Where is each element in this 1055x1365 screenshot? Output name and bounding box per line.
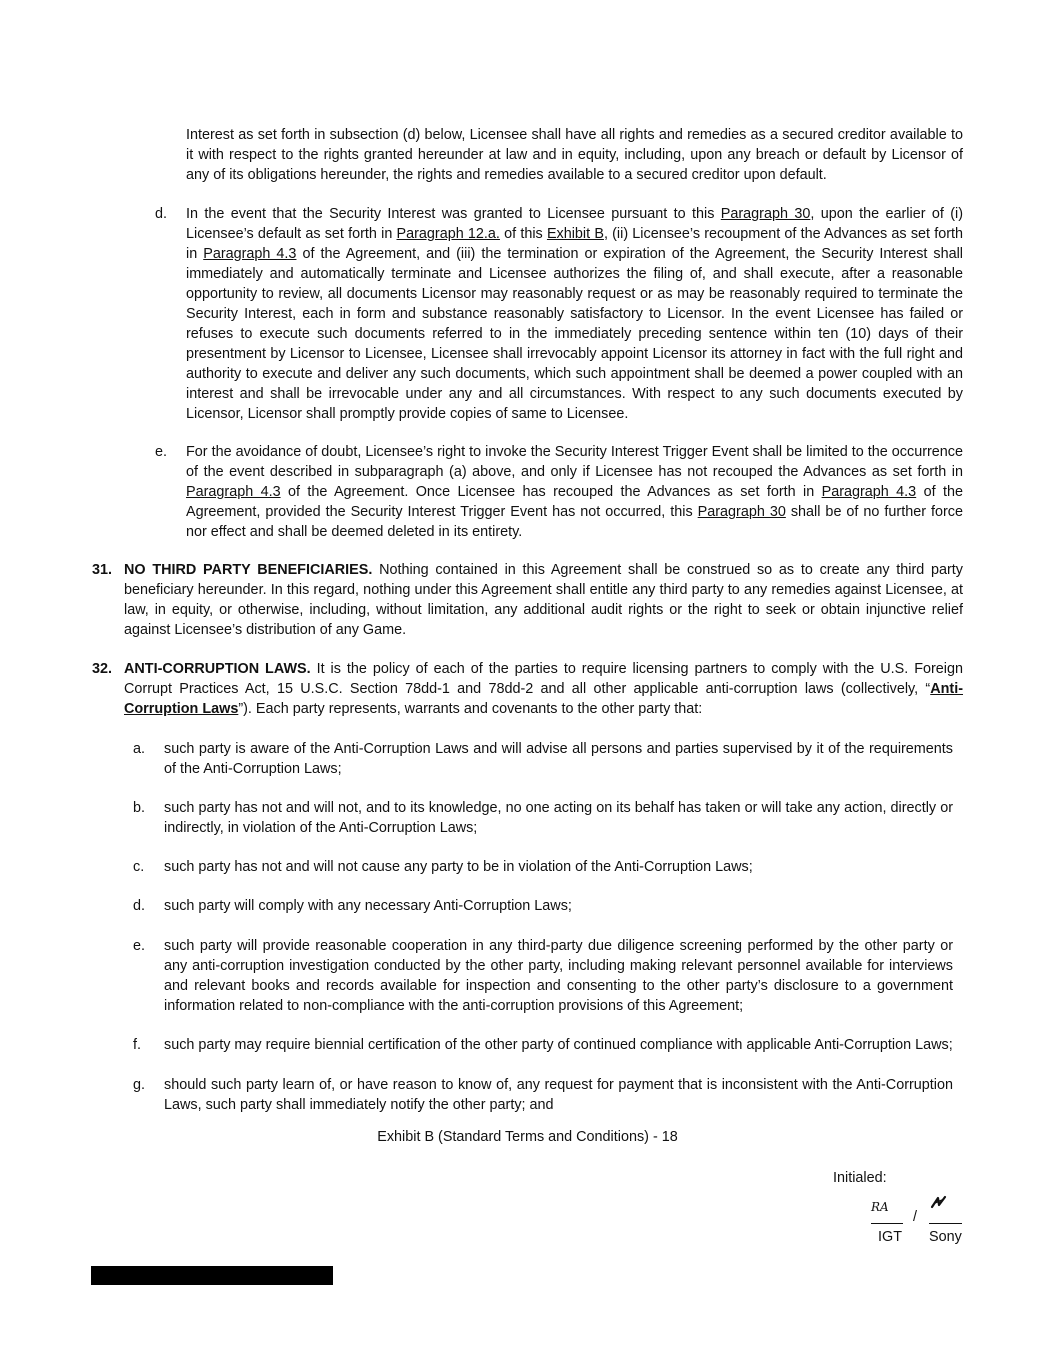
paragraph-4-3-link: Paragraph 4.3 <box>203 246 297 262</box>
item-b-text: such party has not and will not, and to its knowledge, no one acting on its behalf has taken or will take any action, directly or indirectly, in violation of the Anti-Corruption Laws; <box>164 800 953 836</box>
subsection-d-text-4: , (ii) Licensee’s recoupment of the Advances as set forth in <box>186 226 964 262</box>
item-d-text: such party will comply with any necessary Anti-Corruption Laws; <box>164 898 572 914</box>
section-31-heading: NO THIRD PARTY BENEFICIARIES. <box>124 562 373 578</box>
subsection-d <box>186 204 963 424</box>
item-c-marker: c. <box>133 859 145 875</box>
list-item <box>164 1035 953 1055</box>
subsection-e <box>186 442 963 542</box>
subsection-c-text: Interest as set forth in subsection (d) below, Licensee shall have all rights and remedies as a secured creditor available to it with respect to the rights granted hereunder at law and in equity, including, upon any breach or default by Licensor of any of its obligations hereunder, the rights and remedies available to a secured creditor upon default. <box>186 127 963 183</box>
item-c-text: such party has not and will not cause any party to be in violation of the Anti-Corruption Laws; <box>164 859 753 875</box>
subsection-e-text-4: shall be of no further force nor effect and shall be deemed deleted in its entirety. <box>186 504 963 540</box>
paragraph-4-3-link: Paragraph 4.3 <box>186 484 281 500</box>
subsection-e-marker: e. <box>155 444 168 460</box>
paragraph-30-link: Paragraph 30 <box>697 504 786 520</box>
section-32-heading: ANTI-CORRUPTION LAWS. <box>124 661 311 677</box>
item-f-marker: f. <box>133 1037 141 1053</box>
subsection-d-text <box>186 204 963 424</box>
subsection-d-text-5: of the Agreement, and (iii) the termination or expiration of the Agreement, the Security Interest shall immediately and automatically terminate and Licensee authorizes the filing of, and shall execute, after a reasonable opportunity to review, all documents Licensor may reasonably request or as may be reasonably required to terminate the Security Interest, each in form and substance reasonably satisfactory to Licensor. In the event Licensee has failed or refuses to execute such documents referred to in the immediately preceding sentence within ten (10) days of their presentment by Licensor to Licensee, Licensee shall irrevocably appoint Licensor its attorney in fact with the full right and authority to execute and deliver any such documents, which such appointment shall be deemed a power coupled with an interest and shall be irrevocable under any and all circumstances. With respect to any such documents executed by Licensor, Licensor shall promptly provide copies of same to Licensee. <box>186 246 964 422</box>
list-item <box>164 1075 953 1115</box>
paragraph-12a-link: Paragraph 12.a. <box>396 226 500 242</box>
igt-initials-handwritten: RA <box>871 1200 889 1214</box>
list-item <box>164 896 953 916</box>
item-g-text: should such party learn of, or have reason to know of, any request for payment that is inconsistent with the Anti-Corruption Laws, such party shall immediately notify the other party; and <box>164 1077 953 1113</box>
section-32 <box>124 659 963 719</box>
item-f-text: such party may require biennial certification of the other party of continued compliance with applicable Anti-Corruption Laws; <box>164 1037 953 1053</box>
subsection-e-text-2: of the Agreement. Once Licensee has recouped the Advances as set forth in <box>280 484 822 500</box>
sony-initials-signature-icon <box>930 1195 948 1209</box>
igt-signature-line <box>871 1223 903 1224</box>
subsection-d-text-1: In the event that the Security Interest was granted to Licensee pursuant to this <box>186 206 721 222</box>
sony-label: Sony <box>929 1229 962 1245</box>
subsection-e-text <box>186 442 963 542</box>
section-32-body-2: ”). Each party represents, warrants and covenants to the other party that: <box>238 701 703 717</box>
section-32-number: 32. <box>92 661 113 677</box>
initials-separator: / <box>913 1209 917 1225</box>
item-d-marker: d. <box>133 898 146 914</box>
anti-corruption-laws-term: Anti- Corruption Laws <box>124 681 963 717</box>
item-b-marker: b. <box>133 800 146 816</box>
paragraph-30-link: Paragraph 30 <box>720 206 811 222</box>
item-e-text: such party will provide reasonable cooperation in any third-party due diligence screening performed by the other party or any anti-corruption investigation conducted by the other party, including making relevant personnel available for interviews and relevant books and records available for inspection and consenting to the other party’s disclosure to a government information related to non-compliance with the anti-corruption provisions of this Agreement; <box>164 938 953 1014</box>
list-item <box>164 739 953 779</box>
list-item <box>164 798 953 838</box>
list-item <box>164 857 953 877</box>
section-32-body-1: It is the policy of each of the parties to require licensing partners to comply with the U.S. Foreign Corrupt Practices Act, 15 U.S.C. Section 78dd-1 and 78dd-2 and all other applicable anti-corruption laws (collectively, “ <box>124 661 963 697</box>
subsection-c-continuation <box>186 125 963 185</box>
sony-signature-line <box>929 1223 962 1224</box>
subsection-e-text-1: For the avoidance of doubt, Licensee’s right to invoke the Security Interest Trigger Event shall be limited to the occurrence of the event described in subparagraph (a) above, and only if Licensee has not recouped the Advances as set forth in <box>186 444 963 480</box>
subsection-d-marker: d. <box>155 206 168 222</box>
subsection-e-text-3: of the Agreement, provided the Security Interest Trigger Event has not occurred, this <box>186 484 963 520</box>
redaction-bar <box>91 1266 333 1285</box>
paragraph-4-3-link: Paragraph 4.3 <box>821 484 917 500</box>
list-item <box>164 936 953 1016</box>
section-31-text <box>124 560 963 640</box>
item-a-text: such party is aware of the Anti-Corruption Laws and will advise all persons and parties supervised by it of the requirements of the Anti-Corruption Laws; <box>164 741 953 777</box>
page-footer: Exhibit B (Standard Terms and Conditions) - 18 <box>377 1129 678 1145</box>
item-g-marker: g. <box>133 1077 146 1093</box>
subsection-d-text-2: , upon the earlier of (i) Licensee’s default as set forth in <box>186 206 964 242</box>
exhibit-b-link: Exhibit B <box>546 226 604 242</box>
section-31 <box>124 560 963 640</box>
section-31-body: Nothing contained in this Agreement shall be construed so as to create any third party beneficiary hereunder. In this regard, nothing under this Agreement shall entitle any third party to any remedies against Licensee, at law, in equity, or otherwise, including, without limitation, any additional audit rights or the right to seek or obtain injunctive relief against Licensee’s distribution of any Game. <box>124 562 963 638</box>
item-e-marker: e. <box>133 938 146 954</box>
initialed-label: Initialed: <box>833 1170 887 1186</box>
item-a-marker: a. <box>133 741 146 757</box>
section-31-number: 31. <box>92 562 113 578</box>
section-32-text <box>124 659 963 719</box>
subsection-d-text-3: of this <box>499 226 547 242</box>
igt-label: IGT <box>878 1229 902 1245</box>
